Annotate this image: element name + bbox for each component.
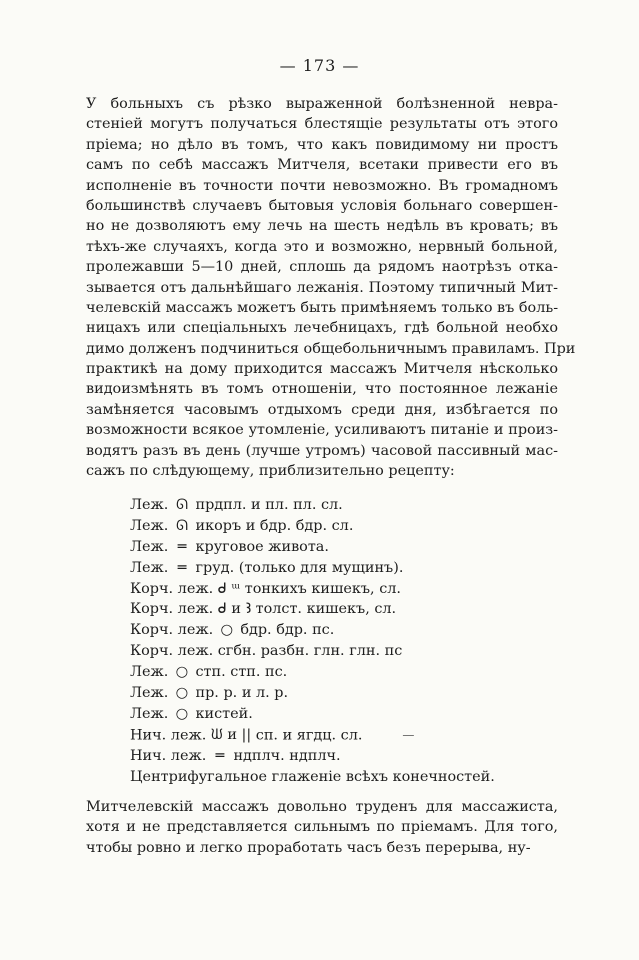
massage-symbol-icon: ᙎ и ||: [210, 727, 252, 744]
recipe-position: Нич. леж.: [130, 747, 207, 764]
recipe-line: [130, 683, 495, 704]
paragraph-line: пріема; но дѣло въ томъ, что какъ повидимому ни простъ: [86, 136, 558, 153]
recipe-position: Леж.: [130, 685, 169, 702]
recipe-position: Леж.: [130, 664, 169, 681]
recipe-line: [130, 558, 495, 579]
massage-symbol-icon: ○: [220, 622, 234, 639]
paragraph-line: водятъ разъ въ день (лучше утромъ) часовой пассивный мас-: [86, 442, 558, 459]
recipe-technique: стп. стп. пс.: [195, 664, 288, 681]
paragraph-line: димо долженъ подчиниться общебольничнымъ правиламъ. При: [86, 340, 576, 357]
recipe-line: [130, 767, 495, 788]
recipe-line: [130, 704, 495, 725]
recipe-position: Центрифугальное глаженіе всѣхъ конечностей.: [130, 768, 495, 785]
paragraph-line: замѣняется часовымъ отдыхомъ среди дня, избѣгается по: [86, 401, 558, 418]
paragraph-line: У больныхъ съ рѣзко выраженной болѣзненной невра-: [86, 96, 558, 112]
recipe-technique: кистей.: [195, 705, 253, 722]
recipe-line: [130, 516, 495, 537]
recipe-line: [130, 495, 495, 516]
massage-symbol-icon: ═: [177, 538, 187, 555]
paragraph-line: челевскій массажъ можетъ быть примѣняемъ только въ боль-: [86, 299, 559, 316]
page-number: — 173 —: [279, 56, 360, 75]
paragraph-line: исполненіе въ точности почти невозможно. Въ громадномъ: [86, 177, 558, 194]
recipe-technique: бдр. бдр. пс.: [240, 622, 335, 639]
recipe-line: [130, 579, 495, 600]
recipe-position: Леж.: [130, 538, 169, 555]
recipe-technique: ндплч. ндплч.: [233, 747, 341, 764]
recipe-position: Леж.: [130, 559, 169, 576]
massage-symbol-icon: ═: [177, 559, 187, 576]
recipe-technique: пр. р. и л. р.: [195, 685, 289, 702]
massage-symbol-icon: ═: [215, 747, 225, 764]
recipe-line: [130, 599, 495, 620]
margin-mark: —: [402, 727, 415, 742]
paragraph-line: большинствѣ случаевъ бытовыя условія больнаго совершен-: [86, 197, 558, 214]
paragraph-continuation: [86, 797, 558, 858]
paragraph-line: стеніей могутъ получаться блестящіе результаты отъ этого: [86, 116, 558, 133]
paragraph-line: тѣхъ-же случаяхъ, когда это и возможно, нервный больной,: [86, 238, 558, 255]
recipe-technique: толст. кишекъ, сл.: [255, 601, 397, 618]
paragraph-intro: [86, 94, 576, 481]
paragraph-line: самъ по себѣ массажъ Митчеля, всетаки привести его въ: [86, 157, 558, 174]
recipe-line: [130, 746, 495, 767]
recipe-position: Леж.: [130, 497, 169, 513]
paragraph-line: сажъ по слѣдующему, приблизительно рецепту:: [86, 463, 455, 480]
massage-symbol-icon: ○: [175, 685, 189, 702]
recipe-line: [130, 641, 495, 662]
recipe-position: Нич. леж.: [130, 727, 207, 744]
massage-symbol-icon: ᑯ и Ꜣ: [217, 601, 252, 618]
massage-symbol-icon: ᑯ ᵚ: [217, 580, 241, 597]
recipe-position: Корч. леж.: [130, 622, 214, 639]
recipe-position: Корч. леж.: [130, 601, 214, 618]
recipe-position: Леж.: [130, 517, 169, 534]
paragraph-line: ницахъ или спеціальныхъ лечебницахъ, гдѣ больной необхо: [86, 320, 558, 337]
recipe-technique: икоръ и бдр. бдр. сл.: [195, 517, 354, 534]
recipe-position: Корч. леж.: [130, 580, 214, 597]
massage-symbol-icon: ᘏ: [175, 497, 188, 513]
paragraph-line: видоизмѣнять въ томъ отношеніи, что постоянное лежаніе: [86, 381, 558, 398]
paragraph-line: пролежавши 5—10 дней, сплошь да рядомъ наотрѣзъ отка-: [86, 259, 558, 276]
massage-symbol-icon: ○: [175, 705, 189, 722]
recipe-technique: прдпл. и пл. пл. сл.: [195, 497, 343, 513]
massage-symbol-icon: ᘏ: [175, 517, 188, 534]
paragraph-line: но не дозволяютъ ему лечь на шесть недѣль въ кровать; въ: [86, 218, 558, 235]
paragraph-line: чтобы ровно и легко проработать часъ безъ перерыва, ну-: [86, 839, 531, 856]
recipe-technique: груд. (только для мущинъ).: [195, 559, 404, 576]
massage-symbol-icon: ○: [175, 664, 189, 681]
paragraph-line: возможности всякое утомленіе, усиливаютъ питаніе и произ-: [86, 422, 558, 439]
recipe-position: Леж.: [130, 705, 169, 722]
recipe-technique: круговое живота.: [195, 538, 329, 555]
recipe-position: Корч. леж. сгбн. разбн. глн. глн. пс: [130, 643, 403, 660]
recipe-line: [130, 537, 495, 558]
recipe-technique: тонкихъ кишекъ, сл.: [244, 580, 401, 597]
paragraph-line: зывается отъ дальнѣйшаго лежанія. Поэтому типичный Мит-: [86, 279, 558, 296]
massage-recipe-list: [130, 495, 495, 787]
paragraph-line: хотя и не представляется сильнымъ по пріемамъ. Для того,: [86, 819, 558, 836]
recipe-line: [130, 620, 495, 641]
recipe-technique: сп. и ягдц. сл.: [255, 727, 363, 744]
recipe-line: [130, 662, 495, 683]
recipe-line: [130, 725, 495, 746]
paragraph-line: Митчелевскій массажъ довольно труденъ для массажиста,: [86, 799, 558, 815]
paragraph-line: практикѣ на дому приходится массажъ Митчеля нѣсколько: [86, 361, 558, 378]
